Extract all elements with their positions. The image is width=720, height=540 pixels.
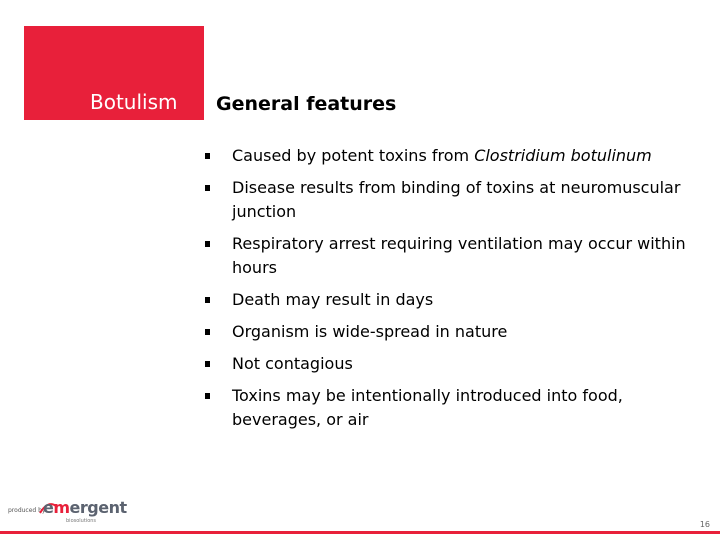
slide-title: General features [216,93,397,115]
bullet-marker-icon [205,241,210,247]
bullet-text: Organism is wide-spread in nature [232,322,508,341]
bullet-text: Respiratory arrest requiring ventilation may occur within hours [232,234,686,277]
bullet-list [200,144,700,440]
logo-prefix: produced by [8,507,46,514]
company-logo [8,498,127,528]
section-label: Botulism [90,90,178,114]
bullet-italic-text: Clostridium botulinum [474,146,652,165]
bullet-text: Caused by potent toxins from Clostridium botulinum [232,146,652,165]
bullet-marker-icon [205,393,210,399]
bullet-text: Toxins may be intentionally introduced into food, beverages, or air [232,386,623,429]
bullet-marker-icon [205,329,210,335]
bullet-text: Not contagious [232,354,353,373]
bullet-text: Disease results from binding of toxins at neuromuscular junction [232,178,681,221]
bullet-item [200,176,700,224]
bullet-item [200,232,700,280]
bullet-item [200,384,700,432]
bullet-item [200,320,700,344]
bullet-text: Death may result in days [232,290,434,309]
bullet-item [200,144,700,168]
bullet-item [200,288,700,312]
bullet-marker-icon [205,185,210,191]
logo-subtitle: biosolutions [66,518,97,524]
bullet-item [200,352,700,376]
bullet-marker-icon [205,361,210,367]
bullet-marker-icon [205,153,210,159]
page-number: 16 [699,520,710,529]
bullet-marker-icon [205,297,210,303]
logo-wordmark: emergent [43,498,127,517]
bottom-rule [0,531,720,534]
